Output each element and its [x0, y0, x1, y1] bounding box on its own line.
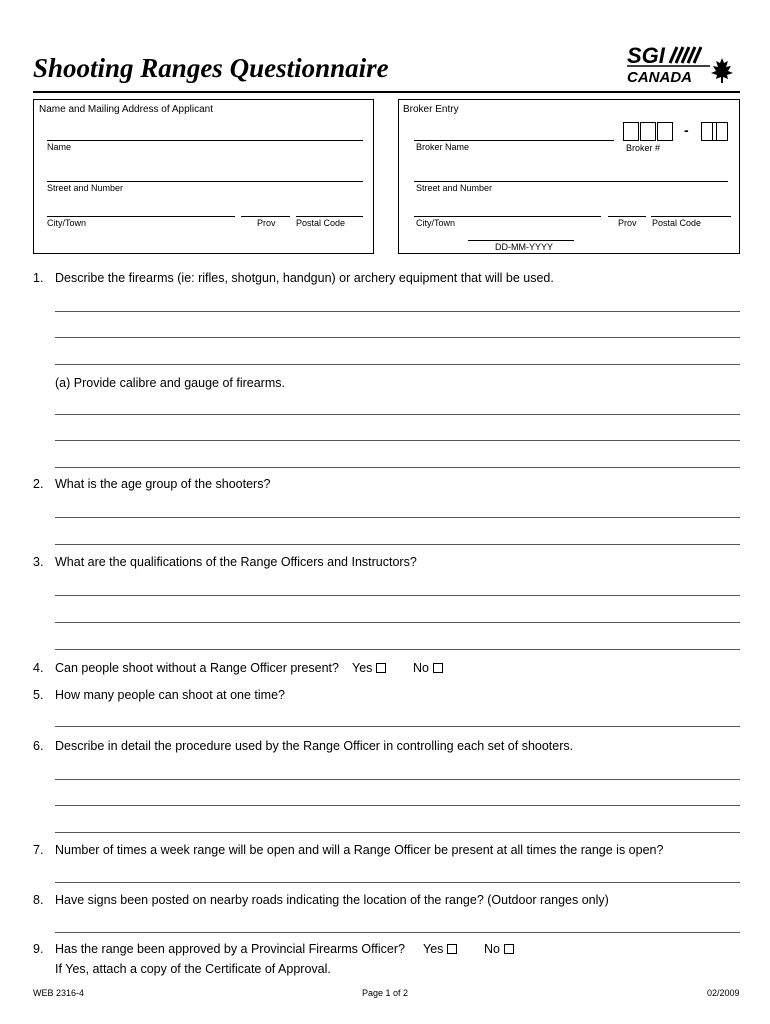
broker-city-field[interactable]	[414, 216, 601, 217]
broker-name-field[interactable]	[414, 140, 614, 141]
applicant-street-label: Street and Number	[47, 183, 124, 193]
question-3-number: 3.	[33, 555, 44, 569]
page-number: Page 1 of 2	[362, 988, 409, 998]
broker-street-label: Street and Number	[416, 183, 493, 193]
broker-heading: Broker Entry	[403, 104, 459, 115]
question-9-yes	[423, 942, 457, 956]
svg-text:CANADA: CANADA	[627, 69, 692, 86]
broker-street-field[interactable]	[414, 181, 728, 182]
question-4-no	[413, 661, 443, 675]
question-2-text: What is the age group of the shooters?	[55, 477, 271, 491]
answer-line[interactable]	[55, 517, 740, 518]
question-4-text: Can people shoot without a Range Officer present?	[55, 661, 339, 675]
answer-line[interactable]	[55, 832, 740, 833]
applicant-postal-field[interactable]	[296, 216, 363, 217]
answer-line[interactable]	[55, 882, 740, 883]
broker-date-label: DD-MM-YYYY	[495, 242, 553, 252]
broker-number-digit[interactable]	[623, 122, 639, 141]
applicant-street-field[interactable]	[47, 181, 363, 182]
sgi-canada-logo-graphic	[624, 44, 738, 86]
answer-line[interactable]	[55, 440, 740, 441]
answer-line[interactable]	[55, 779, 740, 780]
form-id: WEB 2316-4	[33, 988, 85, 998]
question-4-no-label: No	[413, 661, 429, 675]
answer-line[interactable]	[55, 805, 740, 806]
question-4-yes-label: Yes	[352, 661, 373, 675]
question-6-number: 6.	[33, 739, 44, 753]
broker-postal-label: Postal Code	[652, 218, 702, 228]
question-4-number: 4.	[33, 661, 44, 675]
question-9-number: 9.	[33, 942, 44, 956]
question-9-no-label: No	[484, 942, 500, 956]
broker-name-label: Broker Name	[416, 142, 470, 152]
question-9-yes-label: Yes	[423, 942, 444, 956]
answer-line[interactable]	[55, 932, 740, 933]
answer-line[interactable]	[55, 622, 740, 623]
answer-line[interactable]	[55, 467, 740, 468]
applicant-prov-label: Prov	[257, 218, 276, 228]
question-5-text: How many people can shoot at one time?	[55, 688, 285, 702]
applicant-box	[33, 99, 374, 254]
applicant-heading: Name and Mailing Address of Applicant	[39, 104, 213, 115]
applicant-postal-label: Postal Code	[296, 218, 346, 228]
question-4-no-checkbox[interactable]	[433, 663, 443, 673]
question-1a-text: (a) Provide calibre and gauge of firearms.	[55, 376, 285, 390]
question-4-yes	[352, 661, 386, 675]
answer-line[interactable]	[55, 595, 740, 596]
broker-number-digit[interactable]	[640, 122, 656, 141]
applicant-name-field[interactable]	[47, 140, 363, 141]
question-9-yes-checkbox[interactable]	[447, 944, 457, 954]
broker-city-label: City/Town	[416, 218, 456, 228]
question-8-number: 8.	[33, 893, 44, 907]
broker-number-dash: -	[684, 122, 689, 138]
question-9-text: Has the range been approved by a Provincial Firearms Officer?	[55, 942, 405, 956]
broker-prov-label: Prov	[618, 218, 637, 228]
question-1-number: 1.	[33, 271, 44, 285]
answer-line[interactable]	[55, 337, 740, 338]
question-8-text: Have signs been posted on nearby roads indicating the location of the range? (Outdoor ranges only)	[55, 893, 609, 907]
broker-number-digit[interactable]	[712, 122, 728, 141]
maple-leaf-icon	[711, 58, 733, 83]
revision-date: 02/2009	[707, 988, 740, 998]
header-rule	[33, 91, 740, 93]
sgi-canada-logo	[624, 44, 738, 86]
broker-box	[398, 99, 740, 254]
question-3-text: What are the qualifications of the Range Officers and Instructors?	[55, 555, 417, 569]
question-9-no	[484, 942, 514, 956]
broker-prov-field[interactable]	[608, 216, 646, 217]
answer-line[interactable]	[55, 311, 740, 312]
svg-text:SGI: SGI	[627, 44, 665, 68]
answer-line[interactable]	[55, 649, 740, 650]
broker-postal-field[interactable]	[651, 216, 731, 217]
question-1-text: Describe the firearms (ie: rifles, shotgun, handgun) or archery equipment that will be used.	[55, 271, 554, 285]
question-4-yes-checkbox[interactable]	[376, 663, 386, 673]
answer-line[interactable]	[55, 414, 740, 415]
question-7-text: Number of times a week range will be open and will a Range Officer be present at all times the range is open?	[55, 843, 664, 857]
answer-line[interactable]	[55, 544, 740, 545]
question-9-note: If Yes, attach a copy of the Certificate of Approval.	[55, 962, 331, 976]
question-2-number: 2.	[33, 477, 44, 491]
applicant-city-label: City/Town	[47, 218, 87, 228]
broker-date-field[interactable]	[468, 240, 574, 241]
broker-number-digit[interactable]	[657, 122, 673, 141]
answer-line[interactable]	[55, 364, 740, 365]
applicant-prov-field[interactable]	[241, 216, 290, 217]
answer-line[interactable]	[55, 726, 740, 727]
question-5-number: 5.	[33, 688, 44, 702]
question-6-text: Describe in detail the procedure used by the Range Officer in controlling each set of shooters.	[55, 739, 574, 753]
applicant-city-field[interactable]	[47, 216, 235, 217]
page-title: Shooting Ranges Questionnaire	[33, 53, 389, 83]
broker-number-label: Broker #	[626, 143, 661, 153]
applicant-name-label: Name	[47, 142, 72, 152]
question-9-no-checkbox[interactable]	[504, 944, 514, 954]
question-7-number: 7.	[33, 843, 44, 857]
